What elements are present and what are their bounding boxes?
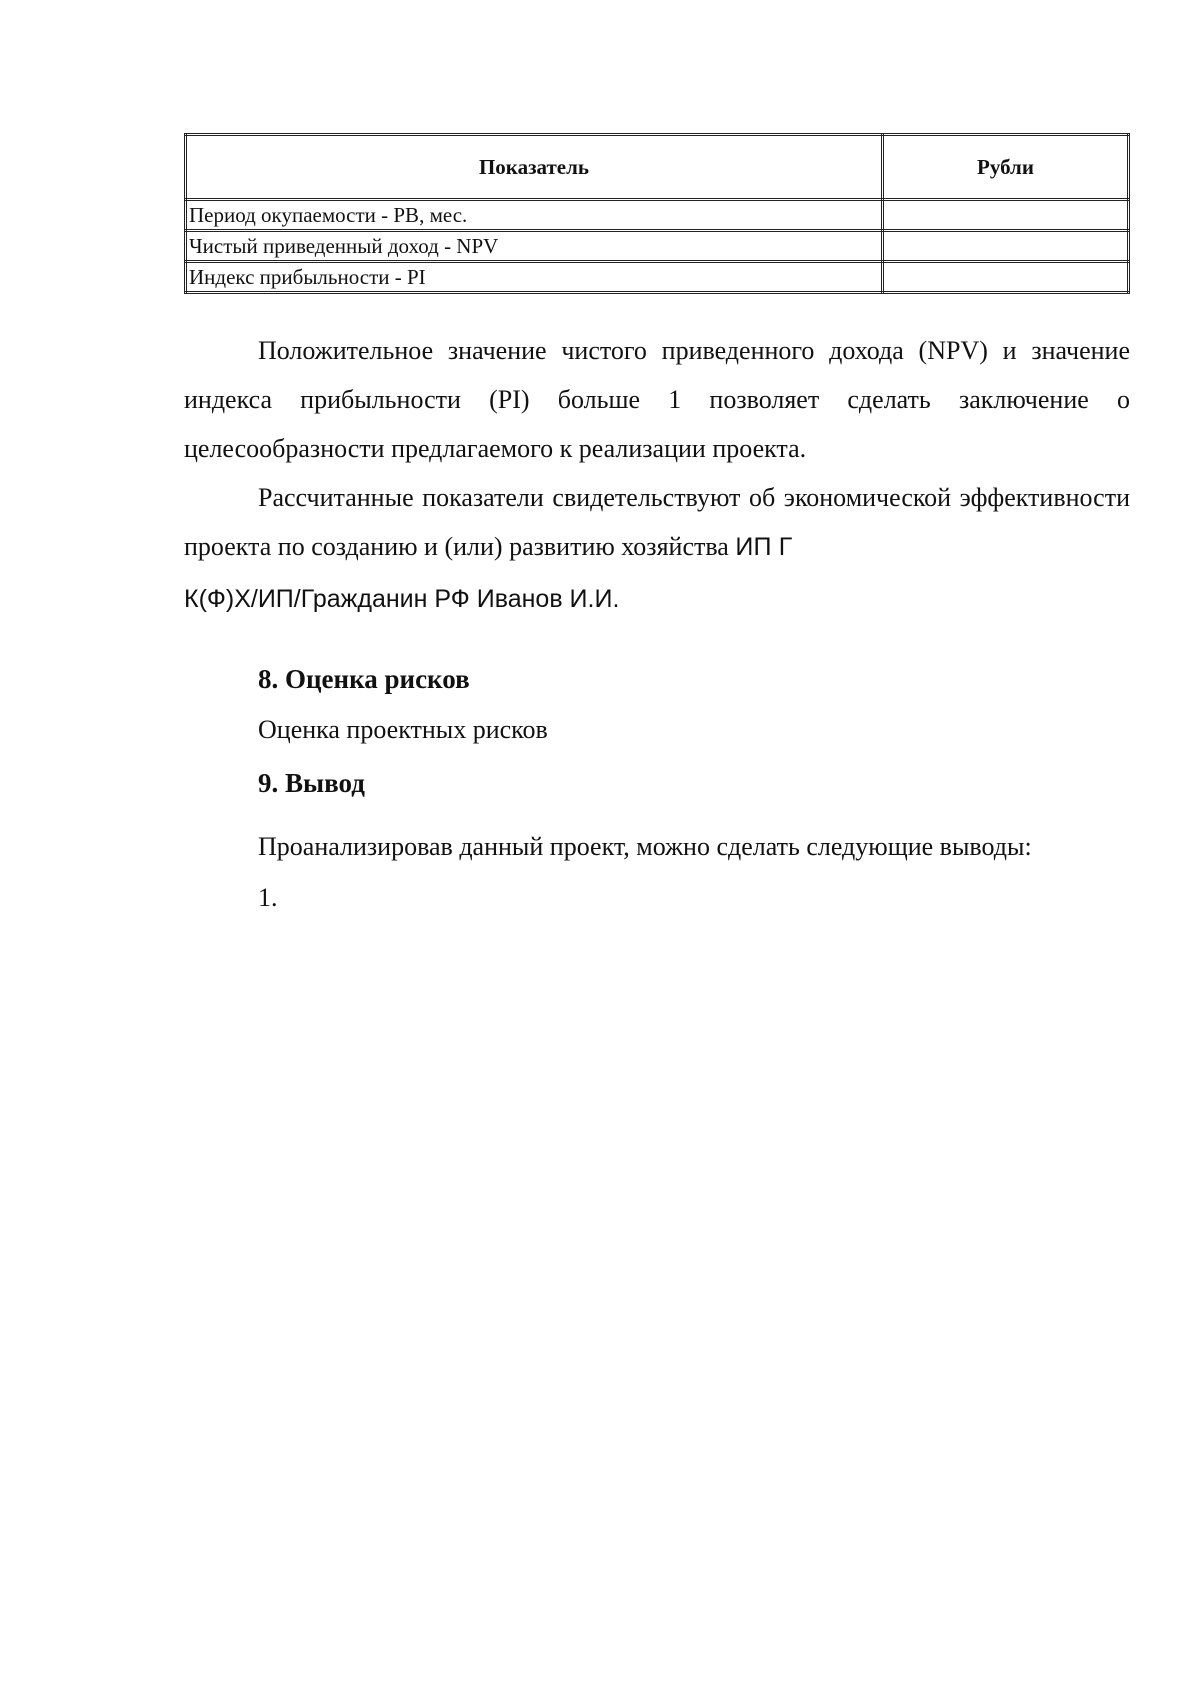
owner-name-part1: ИП Г	[735, 533, 793, 561]
conclusion-intro: Проанализировав данный проект, можно сделать следующие выводы:	[258, 832, 1032, 861]
owner-name-part2: К(Ф)Х/ИП/Гражданин РФ Иванов И.И.	[184, 585, 620, 613]
table-header-row	[186, 135, 1129, 200]
table-cell-indicator: Период окупаемости - PB, мес.	[186, 200, 883, 231]
risks-text: Оценка проектных рисков	[258, 715, 548, 744]
conclusion-heading: 9. Вывод	[258, 768, 365, 798]
efficiency-text: Рассчитанные показатели свидетельствуют об экономической эффективности проекта по созданию и (или) развитию хозяйства	[184, 483, 1130, 561]
conclusion-list-item: 1.	[258, 883, 278, 912]
table-row	[186, 200, 1129, 231]
table-header-indicator: Показатель	[186, 135, 883, 200]
table-cell-value	[883, 262, 1129, 293]
table-cell-indicator: Чистый приведенный доход - NPV	[186, 231, 883, 262]
indicators-table	[184, 133, 1130, 294]
table-cell-indicator: Индекс прибыльности - PI	[186, 262, 883, 293]
efficiency-paragraph	[184, 473, 1130, 572]
table-row	[186, 262, 1129, 293]
table-cell-value	[883, 200, 1129, 231]
table-header-rubles: Рубли	[883, 135, 1129, 200]
risks-heading: 8. Оценка рисков	[258, 664, 470, 694]
table-cell-value	[883, 231, 1129, 262]
table-row	[186, 231, 1129, 262]
npv-pi-paragraph: Положительное значение чистого приведенного дохода (NPV) и значение индекса прибыльности (PI) больше 1 позволяет сделать заключение о целесообразности предлагаемого к реализации проекта.	[184, 336, 1130, 463]
